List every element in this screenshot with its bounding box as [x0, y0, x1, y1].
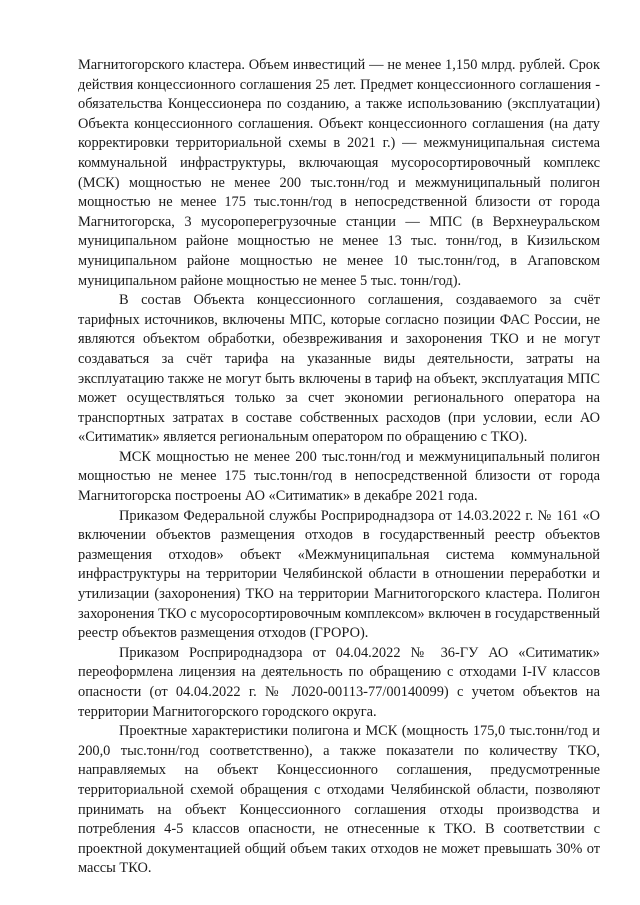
- paragraph-concession-object: Магнитогорского кластера. Объем инвестиций — не менее 1,150 млрд. рублей. Срок действия концессионного соглашения 25 лет. Предмет концессионного соглашения - обязательства Концессионера по созданию, а также использованию (эксплуатации) Объекта концессионного соглашения. Объект концессионного соглашения (на дату корректировки территориальной схемы в 2021 г.) — межмуниципальная система коммунальной инфраструктуры, включающая мусоросортировочный комплекс (МСК) мощностью не менее 200 тыс.тонн/год и межмуниципальный полигон мощностью не менее 175 тыс.тонн/год в непосредственной близости от города Магнитогорска, 3 мусороперегрузочные станции — МПС (в Верхнеуральском муниципальном районе мощностью не менее 13 тыс. тонн/год, в Кизильском муниципальном районе мощностью не менее 10 тыс.тонн/год, в Агаповском муниципальном районе мощностью не менее 5 тыс. тонн/год).: [78, 57, 600, 289]
- paragraph-design-characteristics: Проектные характеристики полигона и МСК (мощность 175,0 тыс.тонн/год и 200,0 тыс.тонн/год соответственно), а также показатели по количеству ТКО, направляемых на объект Концессионного соглашения, предусмотренные территориальной схемой обращения с отходами Челябинской области, позволяют принимать на объект Концессионного соглашения отходы производства и потребления 4-5 классов опасности, не отнесенные к ТКО. В соответствии с проектной документацией общий объем таких отходов не может превышать 30% от массы ТКО.: [78, 723, 600, 877]
- paragraph-license-order: Приказом Росприроднадзора от 04.04.2022 № 36-ГУ АО «Ситиматик» переоформлена лицензия на деятельность по обращению с отходами I-IV классов опасности (от 04.04.2022 г. № Л020-00113-77/00140099) с учетом объектов на территории Магнитогорского городского округа.: [78, 644, 600, 720]
- paragraph-groro-order: Приказом Федеральной службы Росприроднадзора от 14.03.2022 г. № 161 «О включении объектов размещения отходов в государственный реестр объектов размещения отходов» объект «Межмуниципальная система коммунальной инфраструктуры на территории Челябинской области в отношении переработки и утилизации (захоронения) ТКО на территории Магнитогорского кластера. Полигон захоронения ТКО с мусоросортировочным комплексом» включен в государственный реестр объектов размещения отходов (ГРОРО).: [78, 507, 600, 642]
- paragraph-msk-built: МСК мощностью не менее 200 тыс.тонн/год и межмуниципальный полигон мощностью не менее 175 тыс.тонн/год в непосредственной близости от города Магнитогорска построены АО «Ситиматик» в декабре 2021 года.: [78, 448, 600, 505]
- document-page: [78, 56, 600, 879]
- paragraph-mps-composition: В состав Объекта концессионного соглашения, создаваемого за счёт тарифных источников, включены МПС, которые согласно позиции ФАС России, не являются объектом обработки, обезвреживания и захоронения ТКО и не могут создаваться за счёт тарифа на указанные виды деятельности, затраты на эксплуатацию также не могут быть включены в тариф на объект, эксплуатация МПС может осуществляться только за счет экономии регионального оператора на транспортных затратах в составе собственных расходов (при условии, если АО «Ситиматик» является региональным оператором по обращению с ТКО).: [78, 292, 600, 446]
